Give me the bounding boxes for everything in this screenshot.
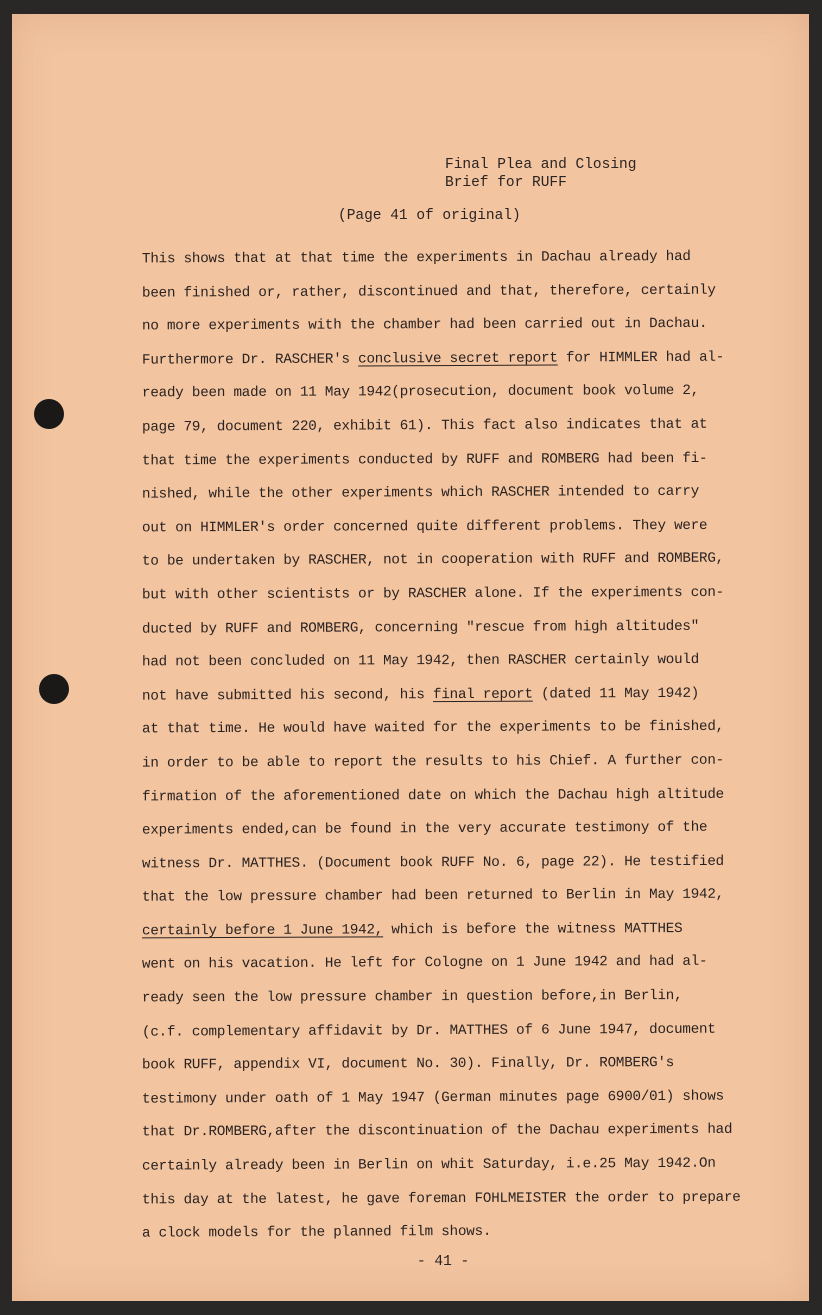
text-line — [142, 341, 772, 378]
punch-hole — [39, 674, 69, 704]
text-line: page 79, document 220, exhibit 61). This fact also indicates that at — [141, 416, 708, 436]
text-line: nished, while the other experiments which RASCHER intended to carry — [141, 483, 700, 503]
text-segment: Furthermore Dr. RASCHER's — [141, 351, 359, 369]
text-line: been finished or, rather, discontinued and that, therefore, certainly — [141, 282, 716, 302]
header-line-2: Brief for RUFF — [445, 175, 567, 191]
text-line: a clock models for the planned film shows. — [141, 1224, 492, 1242]
text-line: ducted by RUFF and ROMBERG, concerning "rescue from high altitudes" — [141, 618, 700, 638]
page-reference: (Page 41 of original) — [338, 208, 521, 224]
text-line: no more experiments with the chamber had been carried out in Dachau. — [141, 316, 708, 335]
text-segment: which is before the witness MATTHES — [383, 920, 683, 939]
text-segment: (dated 11 May 1942) — [532, 685, 700, 703]
page-number: - 41 - — [417, 1254, 470, 1270]
punch-hole — [34, 399, 64, 429]
text-line: this day at the latest, he gave foreman FOHLMEISTER the order to prepare — [141, 1189, 741, 1208]
body-text — [142, 242, 772, 1250]
document-page — [12, 14, 809, 1301]
text-line: book RUFF, appendix VI, document No. 30). Finally, Dr. ROMBERG's — [141, 1055, 675, 1074]
text-line: went on his vacation. He left for Cologne on 1 June 1942 and had al- — [141, 954, 708, 974]
text-segment: not have submitted his second, his — [141, 686, 434, 705]
text-line: testimony under oath of 1 May 1947 (German minutes page 6900/01) shows — [141, 1088, 725, 1108]
text-segment: for HIMMLER had al- — [557, 349, 725, 367]
text-line: that time the experiments conducted by RUFF and ROMBERG had been fi- — [141, 450, 708, 469]
text-line: firmation of the aforementioned date on which the Dachau high altitude — [141, 786, 725, 805]
text-line: at that time. He would have waited for the experiments to be finished, — [141, 719, 725, 738]
text-line: that Dr.ROMBERG,after the discontinuation of the Dachau experiments had — [141, 1122, 733, 1141]
text-line: but with other scientists or by RASCHER alone. If the experiments con- — [141, 584, 725, 604]
text-line: ready seen the low pressure chamber in question before,in Berlin, — [141, 988, 683, 1007]
underlined-phrase: conclusive secret report — [358, 350, 558, 368]
document-header — [445, 156, 636, 192]
text-line: that the low pressure chamber had been returned to Berlin in May 1942, — [141, 886, 725, 906]
text-line: certainly already been in Berlin on whit Saturday, i.e.25 May 1942.On — [141, 1155, 716, 1175]
text-line — [142, 677, 772, 714]
text-line: in order to be able to report the results to his Chief. A further con- — [141, 752, 725, 772]
text-line — [142, 913, 772, 949]
text-line: (c.f. complementary affidavit by Dr. MATTHES of 6 June 1947, document — [141, 1021, 716, 1041]
underlined-phrase: final report — [432, 686, 533, 703]
header-line-1: Final Plea and Closing — [445, 157, 637, 173]
text-line: This shows that at that time the experiments in Dachau already had — [141, 248, 691, 268]
text-line: witness Dr. MATTHES. (Document book RUFF No. 6, page 22). He testified — [141, 853, 725, 873]
underlined-phrase: certainly before 1 June 1942, — [141, 922, 384, 940]
text-line: out on HIMMLER's order concerned quite different problems. They were — [141, 517, 708, 537]
text-line: experiments ended,can be found in the very accurate testimony of the — [141, 819, 708, 839]
text-line: had not been concluded on 11 May 1942, then RASCHER certainly would — [141, 652, 700, 671]
text-line: ready been made on 11 May 1942(prosecution, document book volume 2, — [141, 383, 700, 402]
text-line: to be undertaken by RASCHER, not in cooperation with RUFF and ROMBERG, — [141, 550, 725, 570]
